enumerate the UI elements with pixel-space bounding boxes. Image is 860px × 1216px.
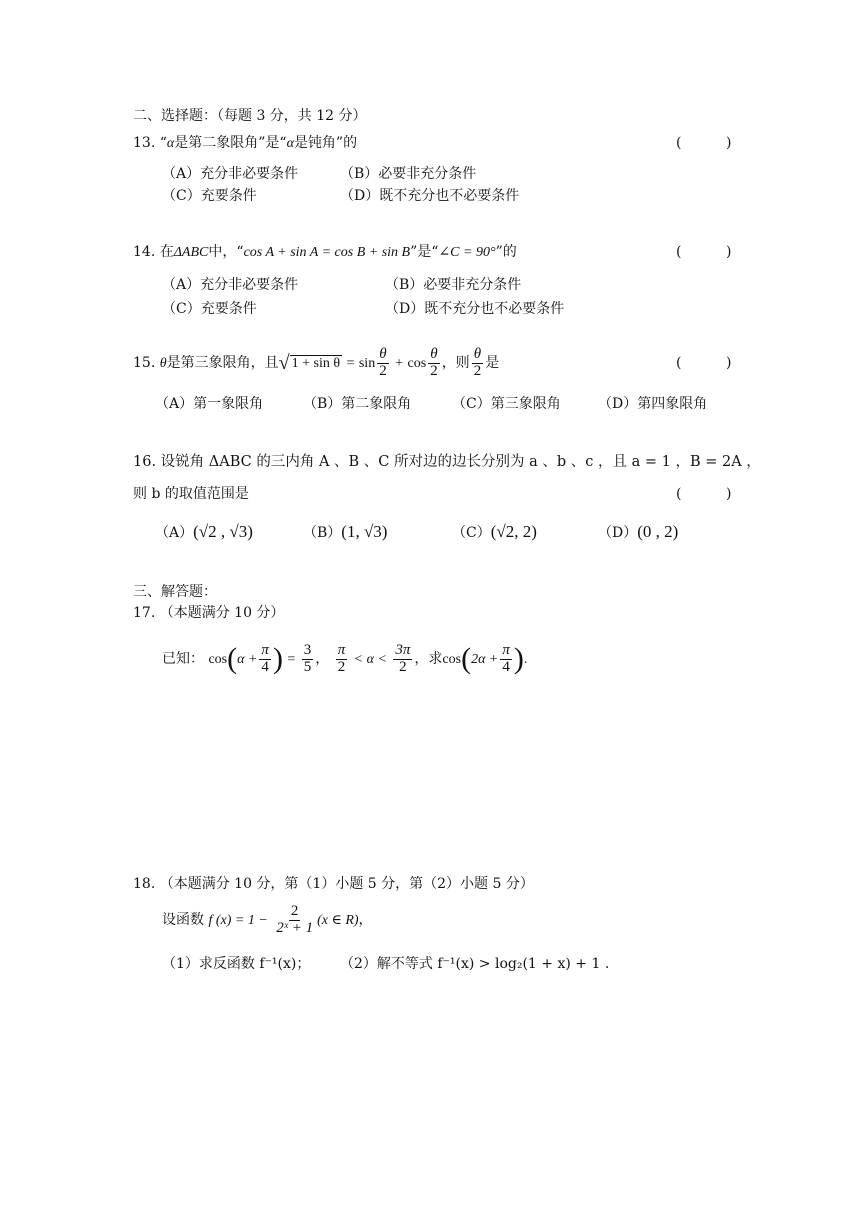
question-15-number: 15. bbox=[133, 355, 156, 371]
alpha-symbol: α bbox=[166, 136, 175, 151]
question-17-header: 17. （本题满分 10 分） bbox=[133, 605, 285, 621]
q15-option-d: （D）第四象限角 bbox=[598, 396, 708, 412]
question-18-part-1: （1）求反函数 f⁻¹(x)； bbox=[162, 956, 311, 972]
sqrt-sign: √ bbox=[278, 352, 290, 374]
fraction-pi-over-4: $\frac{\pi}{4}$ bbox=[261, 641, 269, 675]
q14-option-c: （C）充要条件 bbox=[162, 301, 257, 317]
trig-equation: cos A + sin A = cos B + sin B bbox=[243, 245, 411, 260]
q15-option-b: （B）第二象限角 bbox=[303, 396, 412, 412]
q15-option-a: （A）第一象限角 bbox=[155, 396, 264, 412]
angle-c-condition: ∠C = 90° bbox=[438, 245, 496, 260]
question-18-number: 18. bbox=[133, 876, 156, 892]
question-18-part-2: （2）解不等式 f⁻¹(x) > log₂(1 + x) + 1 . bbox=[340, 956, 610, 972]
fraction-theta-over-2: $\frac{\theta}{2}$ bbox=[430, 345, 438, 379]
question-16-line-1: 16. 设锐角 ΔABC 的三内角 A 、B 、C 所对边的边长分别为 a 、b 、c ，且 a = 1 ，B = 2A ， bbox=[133, 454, 761, 470]
alpha-symbol: α bbox=[286, 136, 294, 151]
question-17-number: 17. bbox=[133, 605, 156, 621]
answer-paren-14: ( ) bbox=[676, 244, 732, 260]
fraction-theta-over-2: $\frac{\theta}{2}$ bbox=[379, 345, 387, 379]
section-2-title: 二、选择题：（每题 3 分，共 12 分） bbox=[133, 108, 367, 124]
question-13-number: 13. bbox=[133, 135, 156, 151]
answer-paren-15: ( ) bbox=[676, 355, 732, 371]
q13-option-d: （D）既不充分也不必要条件 bbox=[340, 188, 520, 204]
question-15-stem: 15. θ是第三象限角，且√ 1 + sin θ = sin $\frac{\theta}{2}$ + cos $\frac{\theta}{2}$ ，则 $\frac{\theta}{2}$ 是 bbox=[133, 345, 500, 379]
fraction-pi-over-2: $\frac{\pi}{2}$ bbox=[337, 641, 346, 675]
q14-option-d: （D）既不充分也不必要条件 bbox=[385, 301, 565, 317]
fraction-3-over-5: $\frac{3}{5}$ bbox=[303, 641, 312, 675]
question-17-formula: 已知： cos(α + $\frac{\pi}{4}$ ) = $\frac{3}{5}$ ， $\frac{\pi}{2}$ < α < $\frac{3\pi}{2}$ ，求cos(2α + $\frac{\pi}{4}$ ). bbox=[162, 641, 528, 675]
answer-paren-13: ( ) bbox=[676, 135, 732, 151]
q14-option-a: （A）充分非必要条件 bbox=[162, 277, 299, 293]
triangle-abc: ΔABC bbox=[173, 245, 209, 260]
question-18-header: 18. （本题满分 10 分，第（1）小题 5 分，第（2）小题 5 分） bbox=[133, 876, 534, 892]
q16-option-a: （A）(√2 , √3) bbox=[155, 522, 253, 541]
q14-option-b: （B）必要非充分条件 bbox=[385, 277, 522, 293]
q13-option-c: （C）充要条件 bbox=[162, 188, 257, 204]
question-16-line-2: 则 b 的取值范围是 bbox=[133, 486, 249, 502]
q16-option-d: （D）(0 , 2) bbox=[598, 522, 679, 541]
fraction-2-over-2x-plus-1: $\frac{2}{\text{2ˣ + 1}}$ bbox=[276, 902, 314, 936]
question-14-stem: 14. 在ΔABC中，“cos A + sin A = cos B + sin B”是“∠C = 90°”的 bbox=[133, 244, 517, 260]
answer-paren-16: ( ) bbox=[676, 486, 732, 502]
q16-option-c: （C）(√2, 2) bbox=[452, 522, 537, 541]
section-3-title: 三、解答题： bbox=[133, 584, 217, 600]
question-18-function: 设函数 f (x) = 1 − $\frac{2}{\text{2ˣ + 1}}$ (x ∈ R)， bbox=[162, 902, 373, 936]
question-13-stem: 13. “α是第二象限角”是“α是钝角”的 bbox=[133, 135, 358, 151]
fraction-theta-over-2: $\frac{\theta}{2}$ bbox=[473, 345, 482, 379]
fraction-3pi-over-2: $\frac{3\pi}{2}$ bbox=[395, 641, 411, 675]
sqrt-radicand: 1 + sin θ bbox=[291, 356, 341, 371]
theta-symbol: θ bbox=[159, 356, 167, 371]
question-14-number: 14. bbox=[133, 244, 156, 260]
fraction-pi-over-4: $\frac{\pi}{4}$ bbox=[502, 641, 510, 675]
q13-option-b: （B）必要非充分条件 bbox=[340, 166, 477, 182]
q13-option-a: （A）充分非必要条件 bbox=[162, 166, 299, 182]
q16-option-b: （B）(1, √3) bbox=[303, 522, 388, 541]
q15-option-c: （C）第三象限角 bbox=[452, 396, 561, 412]
